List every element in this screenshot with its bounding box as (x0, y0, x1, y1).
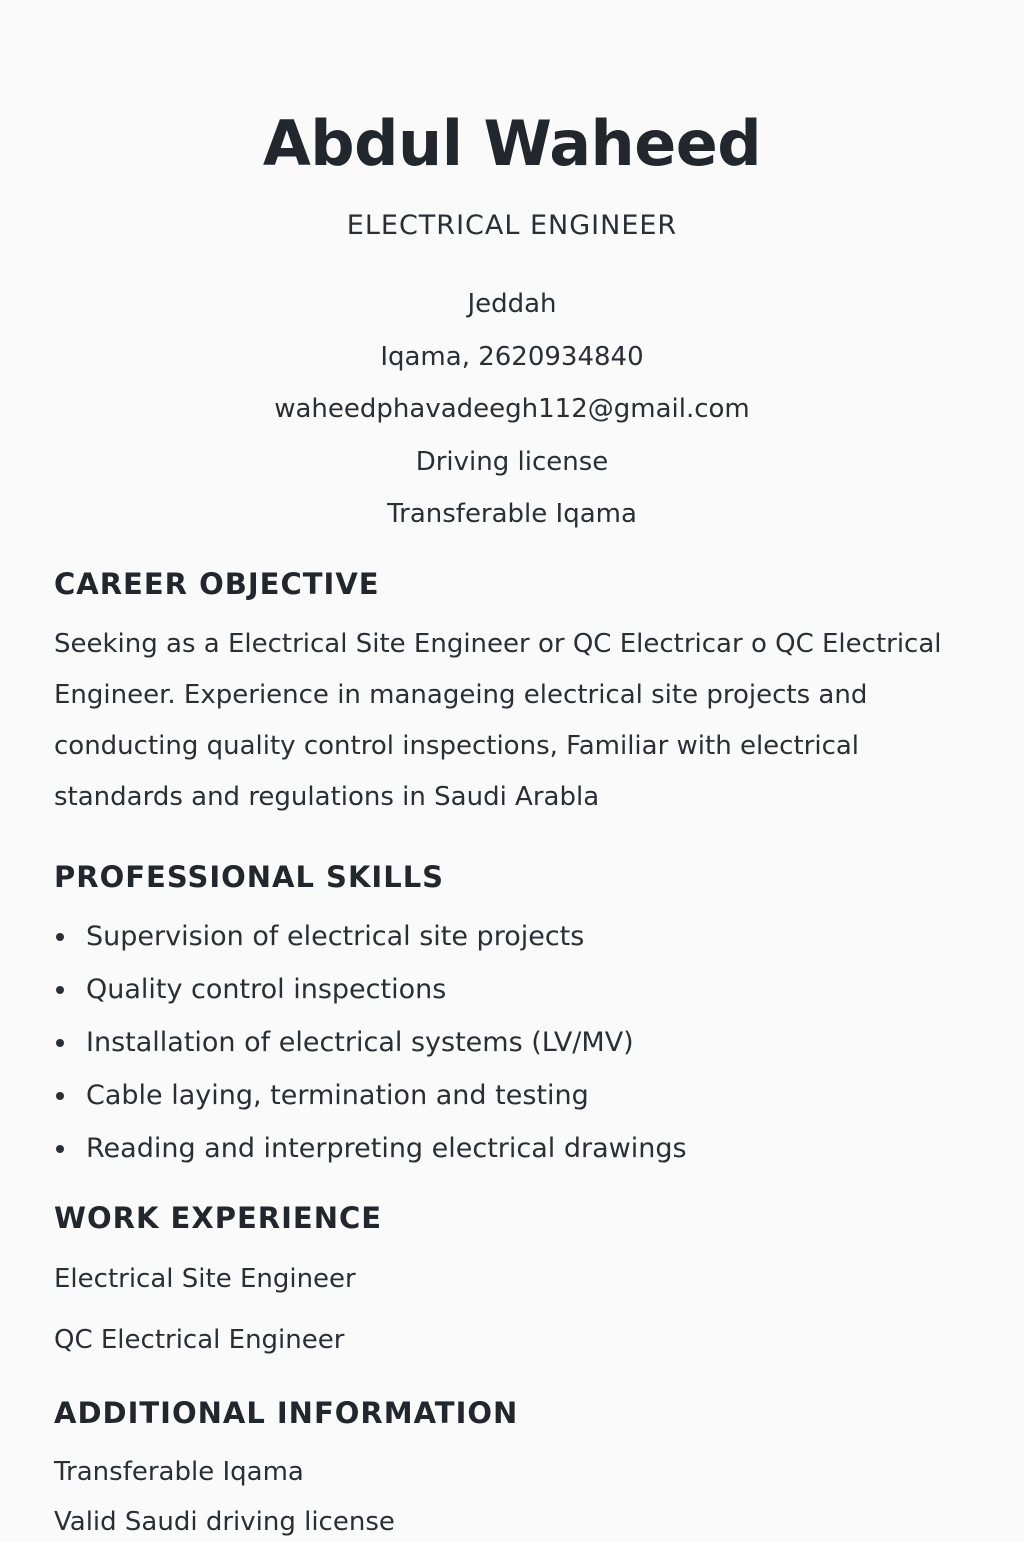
job-title: ELECTRICAL ENGINEER (346, 210, 678, 241)
email-address: waheedphavadeegh112@gmail.com (274, 394, 750, 424)
location: Jeddah (467, 289, 557, 319)
additional-item: Transferable Iqama (54, 1457, 304, 1487)
skill-text: Supervision of electrical site projects (86, 921, 585, 952)
iqama-status: Transferable Iqama (387, 499, 637, 529)
list-item (54, 1020, 687, 1073)
driving-license: Driving license (415, 446, 609, 477)
list-item (54, 914, 687, 967)
bullet-icon (56, 1039, 64, 1047)
additional-item: Valid Saudi driving license (54, 1507, 395, 1537)
experience-item: Electrical Site Engineer (54, 1264, 356, 1294)
bullet-icon (56, 933, 64, 941)
professional-skills-heading: PROFESSIONAL SKILLS (54, 860, 445, 894)
career-objective-text: Seeking as a Electrical Site Engineer or QC Electricar o QC Electrical Engineer. Experience in manageing electrical site projects and conducting quality control inspections, Familiar with electrical standards and regulations in Saudi Arabla (54, 629, 942, 812)
bullet-icon (56, 1092, 64, 1100)
work-experience-heading: WORK EXPERIENCE (54, 1201, 383, 1235)
skill-text: Quality control inspections (86, 974, 447, 1005)
career-objective-heading: CAREER OBJECTIVE (54, 567, 380, 601)
iqama-number: Iqama, 2620934840 (380, 341, 644, 372)
list-item (54, 1073, 687, 1126)
skill-text: Installation of electrical systems (LV/MV) (86, 1027, 634, 1058)
experience-item: QC Electrical Engineer (54, 1325, 345, 1355)
list-item (54, 1126, 687, 1179)
skill-text: Reading and interpreting electrical drawings (86, 1133, 687, 1164)
bullet-icon (56, 1145, 64, 1153)
bullet-icon (56, 986, 64, 994)
additional-information-heading: ADDITIONAL INFORMATION (54, 1396, 519, 1430)
list-item (54, 967, 687, 1020)
skills-list (54, 914, 687, 1179)
candidate-name: Abdul Waheed (262, 107, 762, 180)
skill-text: Cable laying, termination and testing (86, 1080, 589, 1111)
contact-details (0, 282, 1024, 545)
